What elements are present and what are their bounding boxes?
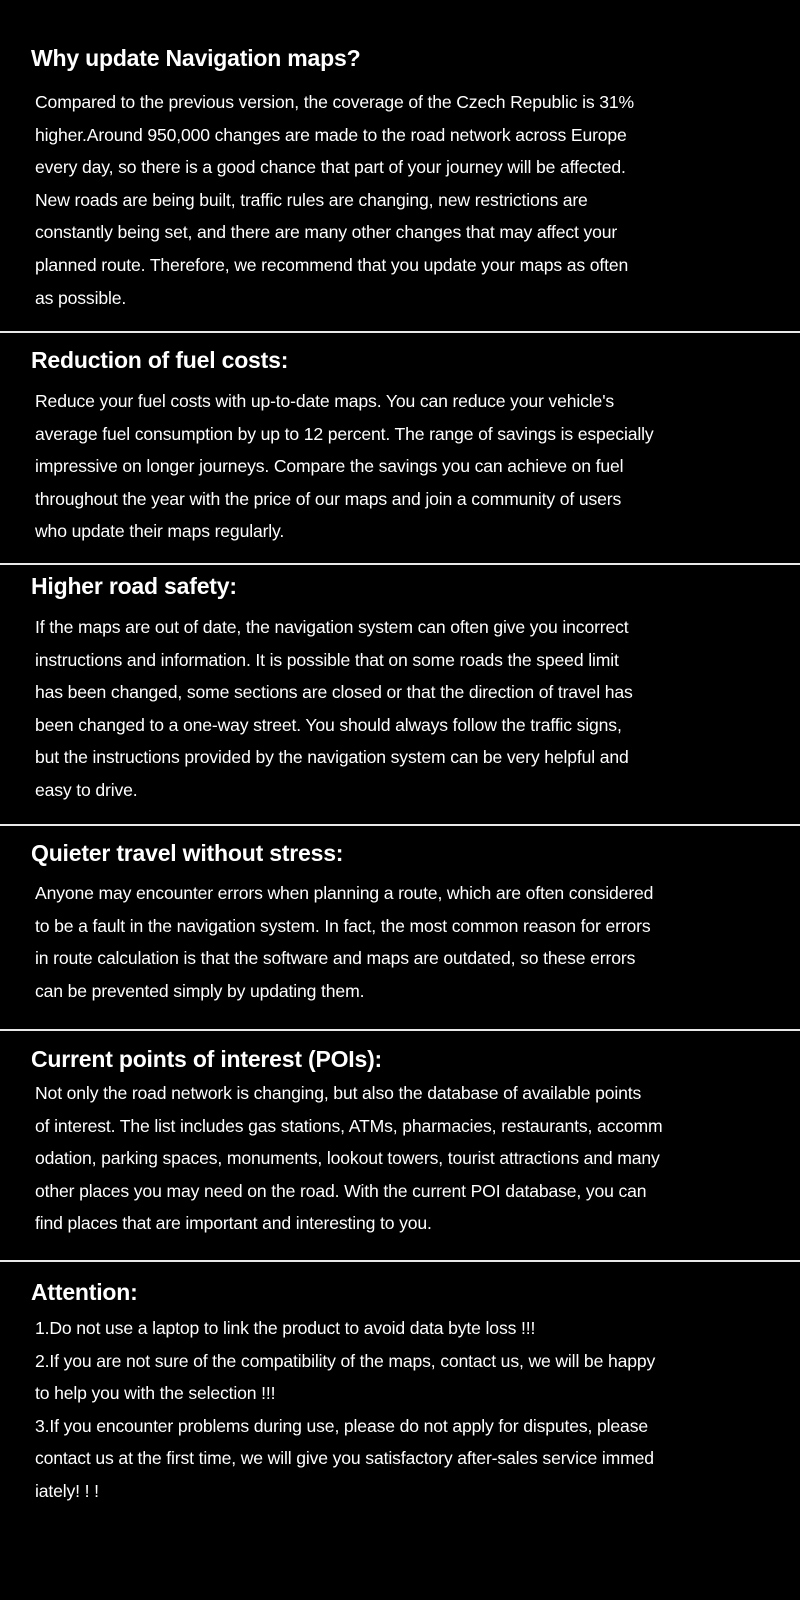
- body-text-line: contact us at the first time, we will give you satisfactory after-sales service immed: [35, 1448, 654, 1469]
- body-text-line: 2.If you are not sure of the compatibility of the maps, contact us, we will be happy: [35, 1350, 656, 1371]
- body-text-line: Compared to the previous version, the coverage of the Czech Republic is 31%: [35, 92, 634, 112]
- body-text-line: Reduce your fuel costs with up-to-date maps. You can reduce your vehicle's: [35, 391, 615, 411]
- body-text-line: has been changed, some sections are closed or that the direction of travel has: [35, 682, 633, 703]
- body-text-line: to help you with the selection !!!: [35, 1383, 276, 1404]
- body-text-line: Not only the road network is changing, but also the database of available points: [35, 1083, 642, 1103]
- section-heading: Quieter travel without stress:: [31, 840, 344, 866]
- body-text-line: 3.If you encounter problems during use, please do not apply for disputes, please: [35, 1415, 648, 1436]
- body-text-line: planned route. Therefore, we recommend that you update your maps as often: [35, 255, 629, 275]
- section-heading: Reduction of fuel costs:: [31, 347, 289, 373]
- body-text-line: If the maps are out of date, the navigation system can often give you incorrect: [35, 617, 629, 637]
- body-text-line: other places you may need on the road. With the current POI database, you can: [35, 1180, 647, 1201]
- body-text-line: New roads are being built, traffic rules are changing, new restrictions are: [35, 189, 588, 210]
- section-heading: Why update Navigation maps?: [31, 45, 361, 71]
- body-text-line: every day, so there is a good chance that part of your journey will be affected.: [35, 157, 626, 178]
- body-text-line: to be a fault in the navigation system. In fact, the most common reason for errors: [35, 915, 651, 936]
- body-text-line: as possible.: [35, 287, 127, 308]
- body-text-line: iately! ! !: [35, 1481, 99, 1501]
- body-text-line: impressive on longer journeys. Compare the savings you can achieve on fuel: [35, 456, 624, 477]
- body-text-line: easy to drive.: [35, 780, 138, 800]
- section-divider: [0, 331, 800, 333]
- body-text-line: Anyone may encounter errors when planning a route, which are often considered: [35, 883, 654, 903]
- body-text-line: constantly being set, and there are many other changes that may affect your: [35, 222, 618, 243]
- body-text-line: 1.Do not use a laptop to link the product to avoid data byte loss !!!: [35, 1318, 536, 1338]
- body-text-line: find places that are important and interesting to you.: [35, 1213, 432, 1234]
- body-text-line: in route calculation is that the software and maps are outdated, so these errors: [35, 948, 636, 969]
- body-text-line: throughout the year with the price of our maps and join a community of users: [35, 488, 622, 509]
- section-heading: Current points of interest (POIs):: [31, 1046, 382, 1072]
- body-text-line: average fuel consumption by up to 12 percent. The range of savings is especially: [35, 423, 654, 444]
- body-text-line: who update their maps regularly.: [35, 521, 285, 542]
- body-text-line: instructions and information. It is possible that on some roads the speed limit: [35, 649, 619, 670]
- section-divider: [0, 1029, 800, 1031]
- section-heading: Attention:: [31, 1279, 138, 1305]
- body-text-line: of interest. The list includes gas stations, ATMs, pharmacies, restaurants, accomm: [35, 1115, 663, 1136]
- body-text-line: but the instructions provided by the navigation system can be very helpful and: [35, 747, 629, 768]
- body-text-line: odation, parking spaces, monuments, lookout towers, tourist attractions and many: [35, 1148, 660, 1169]
- section-divider: [0, 563, 800, 565]
- body-text-line: higher.Around 950,000 changes are made to the road network across Europe: [35, 124, 627, 145]
- section-divider: [0, 824, 800, 826]
- section-divider: [0, 1260, 800, 1262]
- body-text-line: can be prevented simply by updating them.: [35, 980, 365, 1001]
- section-heading: Higher road safety:: [31, 573, 237, 599]
- body-text-line: been changed to a one-way street. You should always follow the traffic signs,: [35, 714, 622, 735]
